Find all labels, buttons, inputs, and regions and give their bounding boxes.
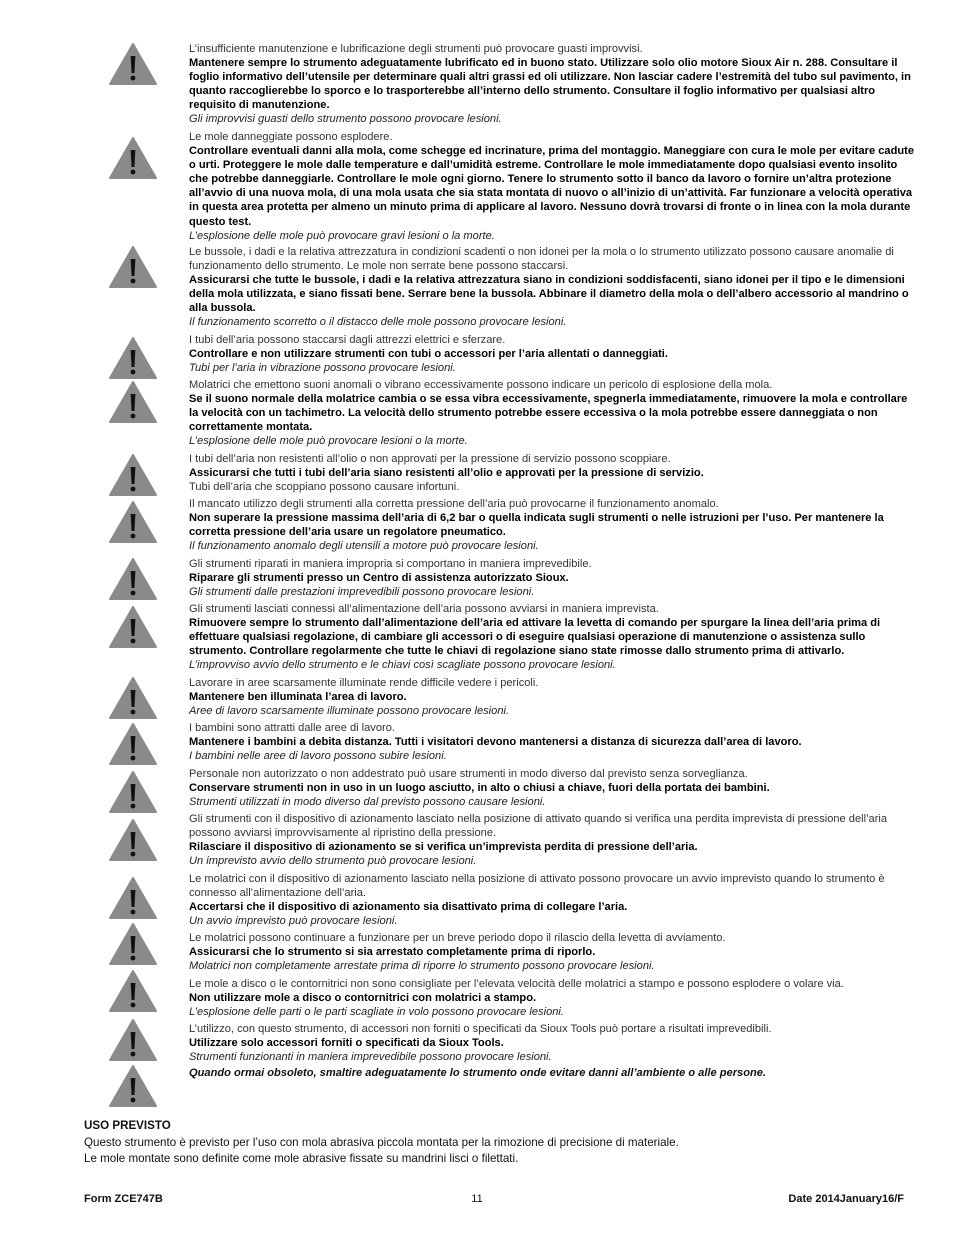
intended-use-text: Le mole montate sono definite come mole abrasive fissate su mandrini lisci o filettati. [84,1152,519,1166]
warning-action: Assicurarsi che tutte le bussole, i dadi e la relativa attrezzatura siano in condizioni soddisfacenti, siano idonei per il tipo e le dimensioni della mola utilizzata, e siano fissati bene. Serrare bene la bussola. Abbinare il diametro della mola o dell’albero accessorio al mandrino o alla bussola. [189,274,909,315]
warning-triangle-icon [108,1018,158,1062]
warning-consequence: L’esplosione delle mole può provocare lesioni o la morte. [189,435,468,448]
warning-triangle-icon [108,245,158,289]
warning-action: Rilasciare il dispositivo di azionamento se si verifica un’imprevista perdita di pressione dell’aria. [189,841,698,854]
warning-intro: Le mole danneggiate possono esplodere. [189,131,393,143]
warning-intro: Gli strumenti riparati in maniera impropria si comportano in maniera imprevedibile. [189,558,592,570]
warning-consequence: L’esplosione delle parti o le parti scagliate in volo possono provocare lesioni. [189,1006,564,1019]
warning-triangle-icon [108,676,158,720]
warning-triangle-icon [108,336,158,380]
warning-consequence: Strumenti funzionanti in maniera imprevedibile possono provocare lesioni. [189,1051,552,1064]
warning-consequence: Tubi dell’aria che scoppiano possono causare infortuni. [189,481,460,494]
warning-block [189,676,914,718]
warning-consequence: I bambini nelle aree di lavoro possono subire lesioni. [189,750,447,763]
warning-intro: Le bussole, i dadi e la relativa attrezzatura in condizioni scadenti o non idonei per la mola o lo strumento utilizzato possono causare anomalie di funzionamento dello strumento. Le mole non serrate bene possono staccarsi. [189,246,894,273]
warning-action: Non utilizzare mole a disco o contornitrici con molatrici a stampo. [189,992,537,1005]
warning-consequence: Un avvio imprevisto può provocare lesioni. [189,915,398,928]
warning-consequence: L’improvviso avvio dello strumento e le chiavi così scagliate possono provocare lesioni. [189,659,616,672]
warning-action: Rimuovere sempre lo strumento dall’alimentazione dell’aria ed attivare la levetta di comando per spurgare la linea dell’aria prima di effettuare qualsiasi regolazione, di cambiare gli accessori o di eseguire qualsiasi operazione di manutenzione o assistenza sullo strumento. Controllare regolarmente che tutte le chiavi di regolazione siano state rimosse dallo strumento prima di attivarlo. [189,617,881,658]
warning-triangle-icon [108,770,158,814]
warning-action: Accertarsi che il dispositivo di azionamento sia disattivato prima di collegare l’aria. [189,901,628,914]
warning-triangle-icon [108,922,158,966]
warning-consequence: Un imprevisto avvio dello strumento può provocare lesioni. [189,855,477,868]
footer-form-number: Form ZCE747B [84,1193,163,1205]
warning-block [189,42,914,127]
warning-triangle-icon [108,605,158,649]
warning-consequence: Aree di lavoro scarsamente illuminate possono provocare lesioni. [189,705,510,718]
intended-use-heading: USO PREVISTO [84,1119,171,1132]
warning-consequence: Il funzionamento scorretto o il distacco delle mole possono provocare lesioni. [189,316,567,329]
warning-triangle-icon [108,876,158,920]
warning-triangle-icon [108,136,158,180]
warning-action: Utilizzare solo accessori forniti o specificati da Sioux Tools. [189,1037,504,1050]
footer-date: Date 2014January16/F [788,1193,904,1205]
warning-consequence: Tubi per l’aria in vibrazione possono provocare lesioni. [189,362,456,375]
warning-block [189,931,914,973]
warning-intro: I bambini sono attratti dalle aree di lavoro. [189,722,395,734]
warning-intro: Gli strumenti con il dispositivo di azionamento lasciato nella posizione di attivato quando si verifica una perdita imprevista di pressione dell’aria possono avviarsi improvvisamente al ripristino della pressione. [189,813,888,840]
warning-intro: I tubi dell’aria non resistenti all’olio o non approvati per la pressione di servizio possono scoppiare. [189,453,671,465]
warning-block [189,812,914,868]
intended-use-text: Questo strumento è previsto per l’uso con mola abrasiva piccola montata per la rimozione di precisione di materiale. [84,1135,679,1149]
warning-block [189,767,914,809]
warning-consequence: Gli strumenti dalle prestazioni imprevedibili possono provocare lesioni. [189,586,535,599]
warning-block [189,557,914,599]
warning-intro: L’utilizzo, con questo strumento, di accessori non forniti o specificati da Sioux Tools può portare a risultati imprevedibili. [189,1023,772,1035]
warning-action: Assicurarsi che tutti i tubi dell’aria siano resistenti all’olio e approvati per la pressione di servizio. [189,467,704,480]
warning-block [189,721,914,763]
warning-block [189,497,914,553]
warning-block [189,333,914,375]
warning-intro: L’insufficiente manutenzione e lubrificazione degli strumenti può provocare guasti improvvisi. [189,43,643,55]
warning-intro: Lavorare in aree scarsamente illuminate rende difficile vedere i pericoli. [189,677,539,689]
warning-intro: I tubi dell’aria possono staccarsi dagli attrezzi elettrici e sferzare. [189,334,506,346]
warning-action: Mantenere sempre lo strumento adeguatamente lubrificato ed in buono stato. Utilizzare solo olio motore Sioux Air n. 288. Consultare il foglio informativo dell’utensile per determinare quali altri grassi ed oli utilizzare. Non lasciar cadere l’estremità del tubo sul pavimento, in quanto raccoglierebbe lo sporco e lo trasporterebbe all’interno dello strumento. Consultare il foglio informativo per qualsiasi altro requisito di manutenzione. [189,57,911,112]
warning-block [189,452,914,494]
warning-action: Controllare e non utilizzare strumenti con tubi o accessori per l’aria allentati o danneggiati. [189,348,668,361]
disposal-note: Quando ormai obsoleto, smaltire adeguatamente lo strumento onde evitare danni all’ambiente o alle persone. [189,1067,767,1079]
warning-consequence: Strumenti utilizzati in modo diverso dal previsto possono causare lesioni. [189,796,546,809]
warning-triangle-icon [108,453,158,497]
warning-triangle-icon [108,1064,158,1108]
warning-consequence: Molatrici non completamente arrestate prima di riporre lo strumento possono provocare lesioni. [189,960,655,973]
warning-triangle-icon [108,557,158,601]
warning-action: Assicurarsi che lo strumento si sia arrestato completamente prima di riporlo. [189,946,596,959]
warning-consequence: Gli improvvisi guasti dello strumento possono provocare lesioni. [189,113,502,126]
warning-block [189,245,914,330]
warning-action: Non superare la pressione massima dell’aria di 6,2 bar o quella indicata sugli strumenti o nelle istruzioni per l’uso. Per mantenere la corretta pressione dell’aria usare un regolatore pneumatico. [189,512,884,539]
warning-triangle-icon [108,380,158,424]
warning-intro: Personale non autorizzato o non addestrato può usare strumenti in modo diverso dal previsto senza sorveglianza. [189,768,748,780]
warning-action: Controllare eventuali danni alla mola, come schegge ed incrinature, prima del montaggio. Maneggiare con cura le mole per evitare cadute o urti. Proteggere le mole dalle temperature e dall’umidità estreme. Controllare le mole immediatamente dopo qualsiasi evento insolito che potrebbe danneggiarle. Controllare le mole ogni giorno. Tenere lo strumento sotto il banco da lavoro o fornire un’altra protezione all’avvio di una nuova mola, di una mola usata che sia stata montata di nuovo o all’inizio di un’attività. Far funzionare a velocità operativa in questa area protetta per almeno un minuto prima di applicare al lavoro. Nessuno dovrà trovarsi di fronte o in linea con la mola durante questo test. [189,145,914,228]
intended-use-section [84,1118,884,1168]
warning-consequence: Il funzionamento anomalo degli utensili a motore può provocare lesioni. [189,540,539,553]
warning-action: Riparare gli strumenti presso un Centro di assistenza autorizzato Sioux. [189,572,569,585]
warning-block [189,1022,914,1064]
warning-intro: Le molatrici possono continuare a funzionare per un breve periodo dopo il rilascio della levetta di avviamento. [189,932,726,944]
warning-triangle-icon [108,722,158,766]
warning-block [189,378,914,448]
footer-page-number: 11 [471,1193,483,1205]
warning-block [189,130,914,243]
warning-action: Mantenere i bambini a debita distanza. Tutti i visitatori devono mantenersi a distanza di sicurezza dall’area di lavoro. [189,736,802,749]
warning-consequence: L’esplosione delle mole può provocare gravi lesioni o la morte. [189,229,495,242]
warning-intro: Il mancato utilizzo degli strumenti alla corretta pressione dell’aria può provocarne il funzionamento anomalo. [189,498,719,510]
warning-block [189,977,914,1019]
warning-intro: Le molatrici con il dispositivo di azionamento lasciato nella posizione di attivato possono provocare un avvio imprevisto quando lo strumento è connesso all’alimentazione dell’aria. [189,873,885,900]
warning-block [189,872,914,928]
warning-action: Conservare strumenti non in uso in un luogo asciutto, in alto o chiusi a chiave, fuori della portata dei bambini. [189,782,770,795]
warning-triangle-icon [108,818,158,862]
warning-intro: Molatrici che emettono suoni anomali o vibrano eccessivamente possono indicare un pericolo di esplosione della mola. [189,379,773,391]
warning-action: Mantenere ben illuminata l’area di lavoro. [189,691,407,704]
warning-intro: Le mole a disco o le contornitrici non sono consigliate per l’elevata velocità delle molatrici a stampo e possono esplodere o volare via. [189,978,844,990]
warning-intro: Gli strumenti lasciati connessi all’alimentazione dell’aria possono avviarsi in maniera imprevista. [189,603,659,615]
warning-triangle-icon [108,42,158,86]
warning-triangle-icon [108,969,158,1013]
warning-action: Se il suono normale della molatrice cambia o se essa vibra eccessivamente, spegnerla immediatamente, rimuovere la mola e controllare la velocità con un tachimetro. La velocità dello strumento potrebbe essere eccessiva o la mola potrebbe essere danneggiata o non correttamente montata. [189,393,908,434]
warning-block [189,602,914,672]
warning-triangle-icon [108,500,158,544]
